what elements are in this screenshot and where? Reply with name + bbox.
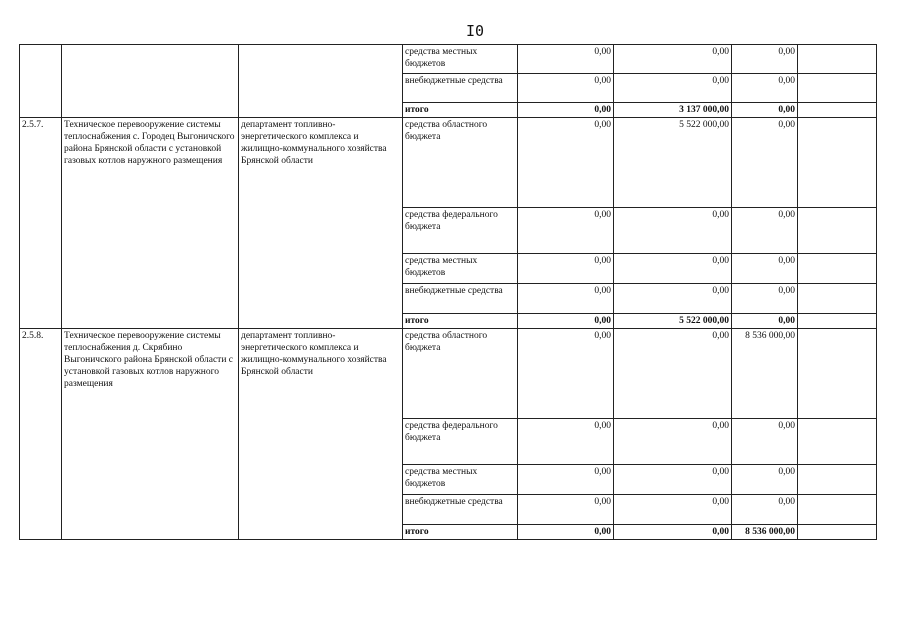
funding-source: внебюджетные средства [403, 284, 518, 314]
amount-v3: 0,00 [732, 284, 798, 314]
amount-v3: 8 536 000,00 [732, 329, 798, 419]
amount-v3: 0,00 [732, 45, 798, 74]
funding-source: средства областного бюджета [403, 329, 518, 419]
amount-v2: 0,00 [614, 254, 732, 284]
amount-v1: 0,00 [518, 419, 614, 465]
table-body [20, 45, 877, 540]
responsible-department: департамент топливно-энергетического комплекса и жилищно-коммунального хозяйства Брянской области [239, 329, 403, 540]
amount-v1: 0,00 [518, 495, 614, 525]
amount-v3: 0,00 [732, 495, 798, 525]
amount-v3: 8 536 000,00 [732, 525, 798, 540]
funding-source: итого [403, 525, 518, 540]
amount-v2: 0,00 [614, 465, 732, 495]
amount-v2: 0,00 [614, 45, 732, 74]
amount-v2: 3 137 000,00 [614, 103, 732, 118]
amount-v1: 0,00 [518, 208, 614, 254]
funding-source: итого [403, 314, 518, 329]
empty-cell [798, 118, 877, 208]
item-description: Техническое перевооружение системы теплоснабжения д. Скрябино Выгоничского района Брянской области с установкой газовых котлов наружного размещения [62, 329, 239, 540]
item-description: Техническое перевооружение системы теплоснабжения с. Городец Выгоничского района Брянской области с установкой газовых котлов наружного размещения [62, 118, 239, 329]
funding-source: средства федерального бюджета [403, 419, 518, 465]
page-number: I0 [466, 22, 485, 40]
amount-v1: 0,00 [518, 525, 614, 540]
empty-cell [798, 314, 877, 329]
amount-v2: 0,00 [614, 525, 732, 540]
empty-cell [798, 525, 877, 540]
empty-cell [798, 419, 877, 465]
item-code: 2.5.7. [20, 118, 62, 329]
amount-v3: 0,00 [732, 314, 798, 329]
item-code: 2.5.8. [20, 329, 62, 540]
funding-source: средства федерального бюджета [403, 208, 518, 254]
funding-source: средства местных бюджетов [403, 254, 518, 284]
responsible-department: департамент топливно-энергетического комплекса и жилищно-коммунального хозяйства Брянской области [239, 118, 403, 329]
empty-cell [798, 284, 877, 314]
amount-v1: 0,00 [518, 329, 614, 419]
amount-v1: 0,00 [518, 45, 614, 74]
table-row [20, 329, 877, 419]
empty-cell [798, 329, 877, 419]
amount-v3: 0,00 [732, 254, 798, 284]
funding-source: итого [403, 103, 518, 118]
amount-v2: 5 522 000,00 [614, 314, 732, 329]
budget-table [19, 44, 877, 540]
amount-v3: 0,00 [732, 103, 798, 118]
amount-v1: 0,00 [518, 118, 614, 208]
empty-cell [798, 45, 877, 74]
empty-cell [798, 74, 877, 103]
amount-v1: 0,00 [518, 465, 614, 495]
table-row [20, 118, 877, 208]
amount-v1: 0,00 [518, 254, 614, 284]
amount-v2: 0,00 [614, 208, 732, 254]
empty-cell [798, 495, 877, 525]
amount-v3: 0,00 [732, 74, 798, 103]
table-row [20, 45, 877, 74]
amount-v3: 0,00 [732, 208, 798, 254]
amount-v2: 0,00 [614, 74, 732, 103]
empty-cell [798, 103, 877, 118]
item-description [62, 45, 239, 118]
amount-v1: 0,00 [518, 103, 614, 118]
funding-source: внебюджетные средства [403, 74, 518, 103]
funding-source: средства областного бюджета [403, 118, 518, 208]
empty-cell [798, 465, 877, 495]
amount-v2: 0,00 [614, 329, 732, 419]
amount-v2: 0,00 [614, 495, 732, 525]
amount-v2: 5 522 000,00 [614, 118, 732, 208]
amount-v3: 0,00 [732, 465, 798, 495]
empty-cell [798, 254, 877, 284]
empty-cell [798, 208, 877, 254]
responsible-department [239, 45, 403, 118]
amount-v2: 0,00 [614, 419, 732, 465]
amount-v1: 0,00 [518, 284, 614, 314]
amount-v1: 0,00 [518, 74, 614, 103]
funding-source: внебюджетные средства [403, 495, 518, 525]
amount-v3: 0,00 [732, 118, 798, 208]
item-code [20, 45, 62, 118]
amount-v3: 0,00 [732, 419, 798, 465]
amount-v1: 0,00 [518, 314, 614, 329]
funding-source: средства местных бюджетов [403, 465, 518, 495]
amount-v2: 0,00 [614, 284, 732, 314]
funding-source: средства местных бюджетов [403, 45, 518, 74]
